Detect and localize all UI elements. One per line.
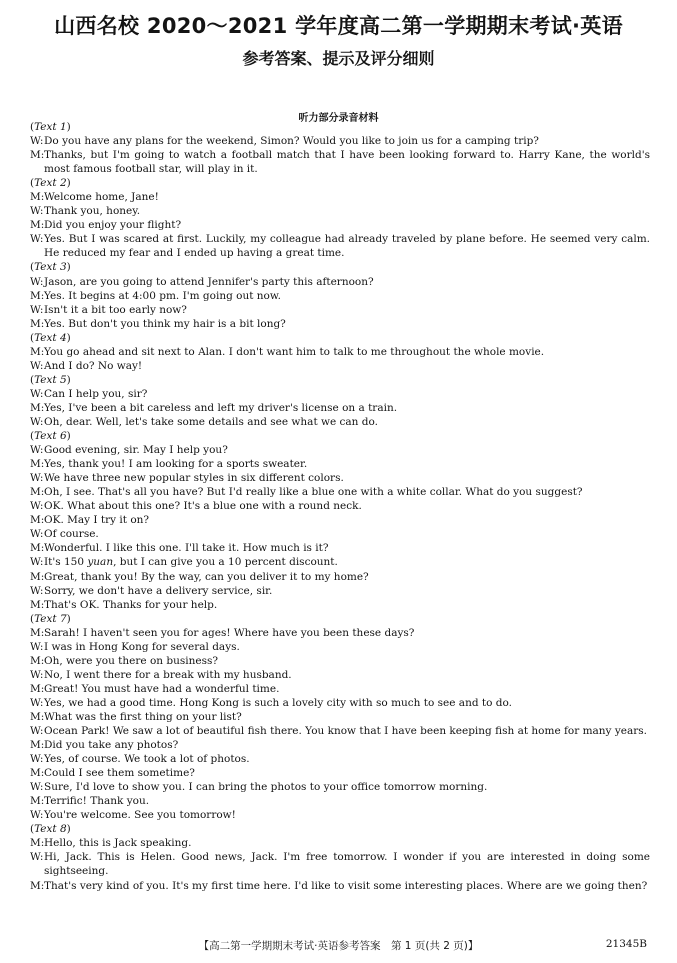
utterance-text: It's 150 yuan, but I can give you a 10 percent discount. — [44, 556, 338, 569]
speaker-label: W: — [30, 472, 44, 485]
utterance-text: Sorry, we don't have a delivery service, sir. — [44, 584, 273, 597]
speaker-label: M: — [30, 219, 45, 232]
dialogue-line — [30, 541, 650, 555]
utterance-text: Yes, of course. We took a lot of photos. — [44, 753, 250, 766]
transcript-body — [30, 120, 650, 893]
text-heading: (Text 6) — [30, 430, 71, 443]
text-heading-label: Text 4 — [34, 331, 67, 344]
text-heading-label: Text 7 — [34, 612, 67, 625]
utterance-text: Wonderful. I like this one. I'll take it. How much is it? — [44, 542, 329, 555]
speaker-label: W: — [30, 851, 44, 864]
speaker-label: M: — [30, 345, 45, 358]
utterance-text: Terrific! Thank you. — [44, 795, 150, 808]
utterance-text: No, I went there for a break with my husband. — [44, 668, 292, 681]
dialogue-line — [30, 387, 650, 401]
speaker-label: W: — [30, 753, 44, 766]
utterance-text: And I do? No way! — [44, 359, 143, 372]
dialogue-line — [30, 640, 650, 654]
speaker-label: W: — [30, 556, 44, 569]
dialogue-line — [30, 850, 650, 878]
speaker-label: M: — [30, 486, 45, 499]
speaker-label: W: — [30, 415, 44, 428]
speaker-label: M: — [30, 514, 45, 527]
utterance-text: Oh, dear. Well, let's take some details and see what we can do. — [44, 415, 378, 428]
section-title: 听力部分录音材料 — [298, 113, 379, 124]
dialogue-line — [30, 289, 650, 303]
text-heading-label: Text 8 — [34, 823, 67, 836]
speaker-label: M: — [30, 289, 45, 302]
utterance-text: You're welcome. See you tomorrow! — [44, 809, 236, 822]
utterance-text: Great, thank you! By the way, can you deliver it to my home? — [44, 570, 369, 583]
utterance-text: Oh, were you there on business? — [44, 654, 218, 667]
speaker-label: M: — [30, 682, 45, 695]
utterance-text: Great! You must have had a wonderful time. — [44, 682, 280, 695]
dialogue-line — [30, 598, 650, 612]
utterance-text: Yes, I've been a bit careless and left my driver's license on a train. — [44, 401, 398, 414]
utterance-text: That's very kind of you. It's my first time here. I'd like to visit some interesting places. Where are we going then? — [44, 879, 648, 892]
speaker-label: W: — [30, 135, 44, 148]
dialogue-line — [30, 780, 650, 794]
speaker-label: W: — [30, 668, 44, 681]
speaker-label: M: — [30, 191, 45, 204]
dialogue-line — [30, 232, 650, 260]
dialogue-line — [30, 303, 650, 317]
dialogue-line — [30, 808, 650, 822]
utterance-text: Yes. It begins at 4:00 pm. I'm going out now. — [44, 289, 281, 302]
utterance-text: Ocean Park! We saw a lot of beautiful fish there. You know that I have been keeping fish at home for many years. — [44, 725, 647, 738]
dialogue-line — [30, 415, 650, 429]
speaker-label: W: — [30, 500, 44, 513]
utterance-text: OK. What about this one? It's a blue one with a round neck. — [44, 500, 362, 513]
speaker-label: W: — [30, 809, 44, 822]
utterance-text: OK. May I try it on? — [44, 514, 150, 527]
dialogue-line — [30, 570, 650, 584]
text-heading: (Text 3) — [30, 261, 71, 274]
utterance-text: Isn't it a bit too early now? — [44, 303, 187, 316]
document-title: 山西名校 2020～2021 学年度高二第一学期期末考试·英语 — [54, 14, 623, 38]
utterance-text: Yes, thank you! I am looking for a sports sweater. — [44, 458, 308, 471]
speaker-label: M: — [30, 767, 45, 780]
dialogue-line — [30, 836, 650, 850]
dialogue-line — [30, 457, 650, 471]
speaker-label: W: — [30, 640, 44, 653]
utterance-text: Did you take any photos? — [44, 739, 179, 752]
footer-code: 21345B — [605, 938, 647, 950]
dialogue-line — [30, 443, 650, 457]
speaker-label: W: — [30, 725, 44, 738]
text-heading: (Text 7) — [30, 612, 71, 625]
speaker-label: W: — [30, 528, 44, 541]
utterance-text: Oh, I see. That's all you have? But I'd really like a blue one with a white collar. What do you suggest? — [44, 486, 583, 499]
speaker-label: M: — [30, 570, 45, 583]
text-heading-label: Text 5 — [34, 373, 67, 386]
dialogue-line — [30, 204, 650, 218]
text-heading: (Text 4) — [30, 331, 71, 344]
speaker-label: W: — [30, 205, 44, 218]
utterance-text: Jason, are you going to attend Jennifer's party this afternoon? — [44, 275, 374, 288]
speaker-label: M: — [30, 795, 45, 808]
utterance-text: Yes. But don't you think my hair is a bit long? — [44, 317, 286, 330]
speaker-label: W: — [30, 696, 44, 709]
dialogue-line — [30, 724, 650, 738]
text-heading: (Text 8) — [30, 823, 71, 836]
dialogue-line — [30, 148, 650, 176]
speaker-label: W: — [30, 444, 44, 457]
speaker-label: W: — [30, 781, 44, 794]
speaker-label: M: — [30, 542, 45, 555]
dialogue-line — [30, 513, 650, 527]
utterance-text: Sure, I'd love to show you. I can bring the photos to your office tomorrow morning. — [44, 781, 488, 794]
speaker-label: W: — [30, 233, 44, 246]
speaker-label: W: — [30, 275, 44, 288]
dialogue-line — [30, 275, 650, 289]
speaker-label: M: — [30, 317, 45, 330]
text-heading: (Text 2) — [30, 177, 71, 190]
dialogue-line — [30, 584, 650, 598]
dialogue-line — [30, 134, 650, 148]
speaker-label: M: — [30, 626, 45, 639]
utterance-text: Did you enjoy your flight? — [44, 219, 182, 232]
text-heading-label: Text 6 — [34, 430, 67, 443]
dialogue-line — [30, 471, 650, 485]
utterance-text: Yes. But I was scared at first. Luckily, my colleague had already traveled by plane before. He seemed very calm. He reduced my fear and I ended up having a great time. — [44, 233, 650, 260]
dialogue-line — [30, 401, 650, 415]
dialogue-line — [30, 682, 650, 696]
text-heading: (Text 5) — [30, 373, 71, 386]
utterance-text: Can I help you, sir? — [44, 387, 148, 400]
utterance-text: Of course. — [44, 528, 99, 541]
utterance-text: Hi, Jack. This is Helen. Good news, Jack. I'm free tomorrow. I wonder if you are interested in doing some sightseeing. — [44, 851, 650, 878]
speaker-label: M: — [30, 710, 45, 723]
speaker-label: W: — [30, 303, 44, 316]
document-subtitle: 参考答案、提示及评分细则 — [242, 49, 435, 68]
dialogue-line — [30, 738, 650, 752]
speaker-label: M: — [30, 837, 45, 850]
utterance-text: Good evening, sir. May I help you? — [44, 444, 228, 457]
speaker-label: M: — [30, 458, 45, 471]
utterance-text: What was the first thing on your list? — [44, 710, 242, 723]
dialogue-line — [30, 499, 650, 513]
speaker-label: M: — [30, 149, 45, 162]
speaker-label: M: — [30, 598, 45, 611]
text-heading-label: Text 1 — [34, 121, 67, 133]
dialogue-line — [30, 696, 650, 710]
dialogue-line — [30, 668, 650, 682]
speaker-label: W: — [30, 584, 44, 597]
dialogue-line — [30, 766, 650, 780]
dialogue-line — [30, 654, 650, 668]
utterance-text: That's OK. Thanks for your help. — [44, 598, 218, 611]
utterance-text: Sarah! I haven't seen you for ages! Where have you been these days? — [44, 626, 415, 639]
dialogue-line — [30, 626, 650, 640]
speaker-label: M: — [30, 739, 45, 752]
dialogue-line — [30, 527, 650, 541]
dialogue-line — [30, 359, 650, 373]
utterance-text: Hello, this is Jack speaking. — [44, 837, 192, 850]
dialogue-line — [30, 218, 650, 232]
dialogue-line — [30, 345, 650, 359]
utterance-text: Thank you, honey. — [44, 205, 141, 218]
speaker-label: M: — [30, 879, 45, 892]
speaker-label: W: — [30, 359, 44, 372]
dialogue-line — [30, 752, 650, 766]
dialogue-line — [30, 710, 650, 724]
dialogue-line — [30, 190, 650, 204]
utterance-text: We have three new popular styles in six different colors. — [44, 472, 344, 485]
utterance-text: Could I see them sometime? — [44, 767, 195, 780]
text-heading-label: Text 2 — [34, 177, 67, 190]
utterance-text: Do you have any plans for the weekend, Simon? Would you like to join us for a camping trip? — [44, 135, 539, 148]
dialogue-line — [30, 879, 650, 893]
dialogue-line — [30, 555, 650, 569]
utterance-text: Thanks, but I'm going to watch a football match that I have been looking forward to. Harry Kane, the world's most famous football star, will play in it. — [44, 149, 650, 176]
footer-page-info: 【高二第一学期期末考试·英语参考答案 第 1 页(共 2 页)】 — [198, 940, 479, 952]
utterance-text: Welcome home, Jane! — [44, 191, 159, 204]
utterance-text: You go ahead and sit next to Alan. I don't want him to talk to me throughout the whole movie. — [44, 345, 545, 358]
utterance-text: I was in Hong Kong for several days. — [44, 640, 240, 653]
speaker-label: M: — [30, 401, 45, 414]
text-heading-label: Text 3 — [34, 261, 67, 274]
dialogue-line — [30, 485, 650, 499]
speaker-label: W: — [30, 387, 44, 400]
dialogue-line — [30, 794, 650, 808]
text-heading: (Text 1) — [30, 121, 71, 133]
utterance-text: Yes, we had a good time. Hong Kong is such a lovely city with so much to see and to do. — [44, 696, 512, 709]
speaker-label: M: — [30, 654, 45, 667]
dialogue-line — [30, 317, 650, 331]
